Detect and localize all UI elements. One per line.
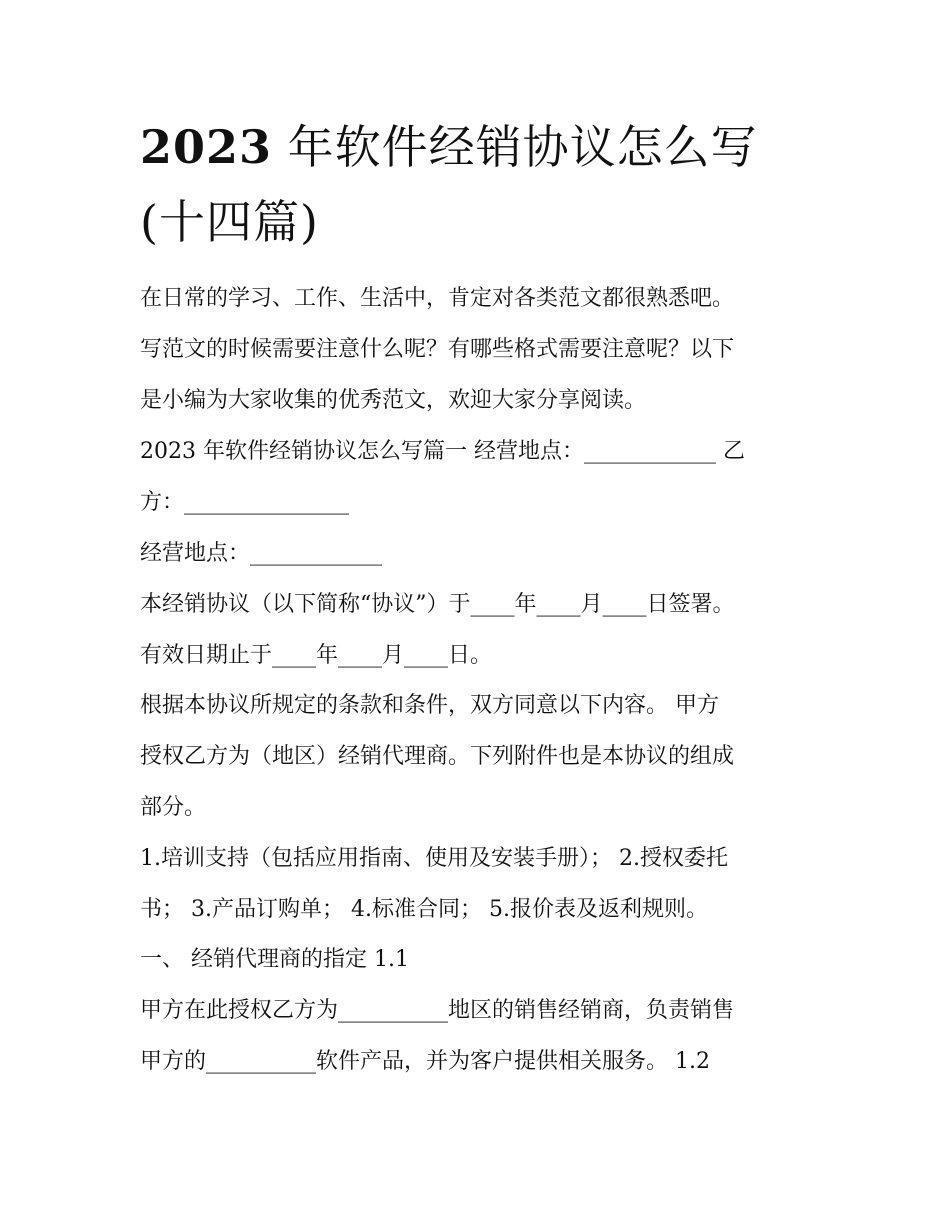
body-line: 甲方的__________软件产品，并为客户提供相关服务。 1.2 <box>140 1049 710 1074</box>
body-line: 是小编为大家收集的优秀范文，欢迎大家分享阅读。 <box>140 388 647 413</box>
body-line: 部分。 <box>140 795 207 820</box>
body-line: 授权乙方为（地区）经销代理商。下列附件也是本协议的组成 <box>140 744 735 769</box>
body-line: 有效日期止于____年____月____日。 <box>140 643 493 668</box>
body-line: 根据本协议所规定的条款和条件，双方同意以下内容。 甲方 <box>140 693 719 718</box>
body-line: 2023 年软件经销协议怎么写篇一 经营地点：____________ 乙 <box>140 439 745 464</box>
body-line: 在日常的学习、工作、生活中，肯定对各类范文都很熟悉吧。 <box>140 286 735 311</box>
body-line: 经营地点：____________ <box>140 541 383 566</box>
page-title <box>140 110 820 260</box>
body-line: 写范文的时候需要注意什么呢？有哪些格式需要注意呢？以下 <box>140 337 735 362</box>
body-line: 书； 3.产品订购单； 4.标准合同； 5.报价表及返利规则。 <box>140 897 708 922</box>
title-text: 年软件经销协议怎么写 <box>287 120 758 174</box>
body-line: 本经销协议（以下简称“协议”）于____年____月____日签署。 <box>140 592 735 617</box>
body-line: 方：_______________ <box>140 490 350 515</box>
title-subtitle: (十四篇) <box>140 195 319 249</box>
section-heading: 一、 经销代理商的指定 1.1 <box>140 947 409 972</box>
body-line: 甲方在此授权乙方为__________地区的销售经销商，负责销售 <box>140 998 735 1023</box>
title-year: 2023 <box>140 120 273 174</box>
body-line: 1.培训支持（包括应用指南、使用及安装手册）； 2.授权委托 <box>140 846 728 871</box>
